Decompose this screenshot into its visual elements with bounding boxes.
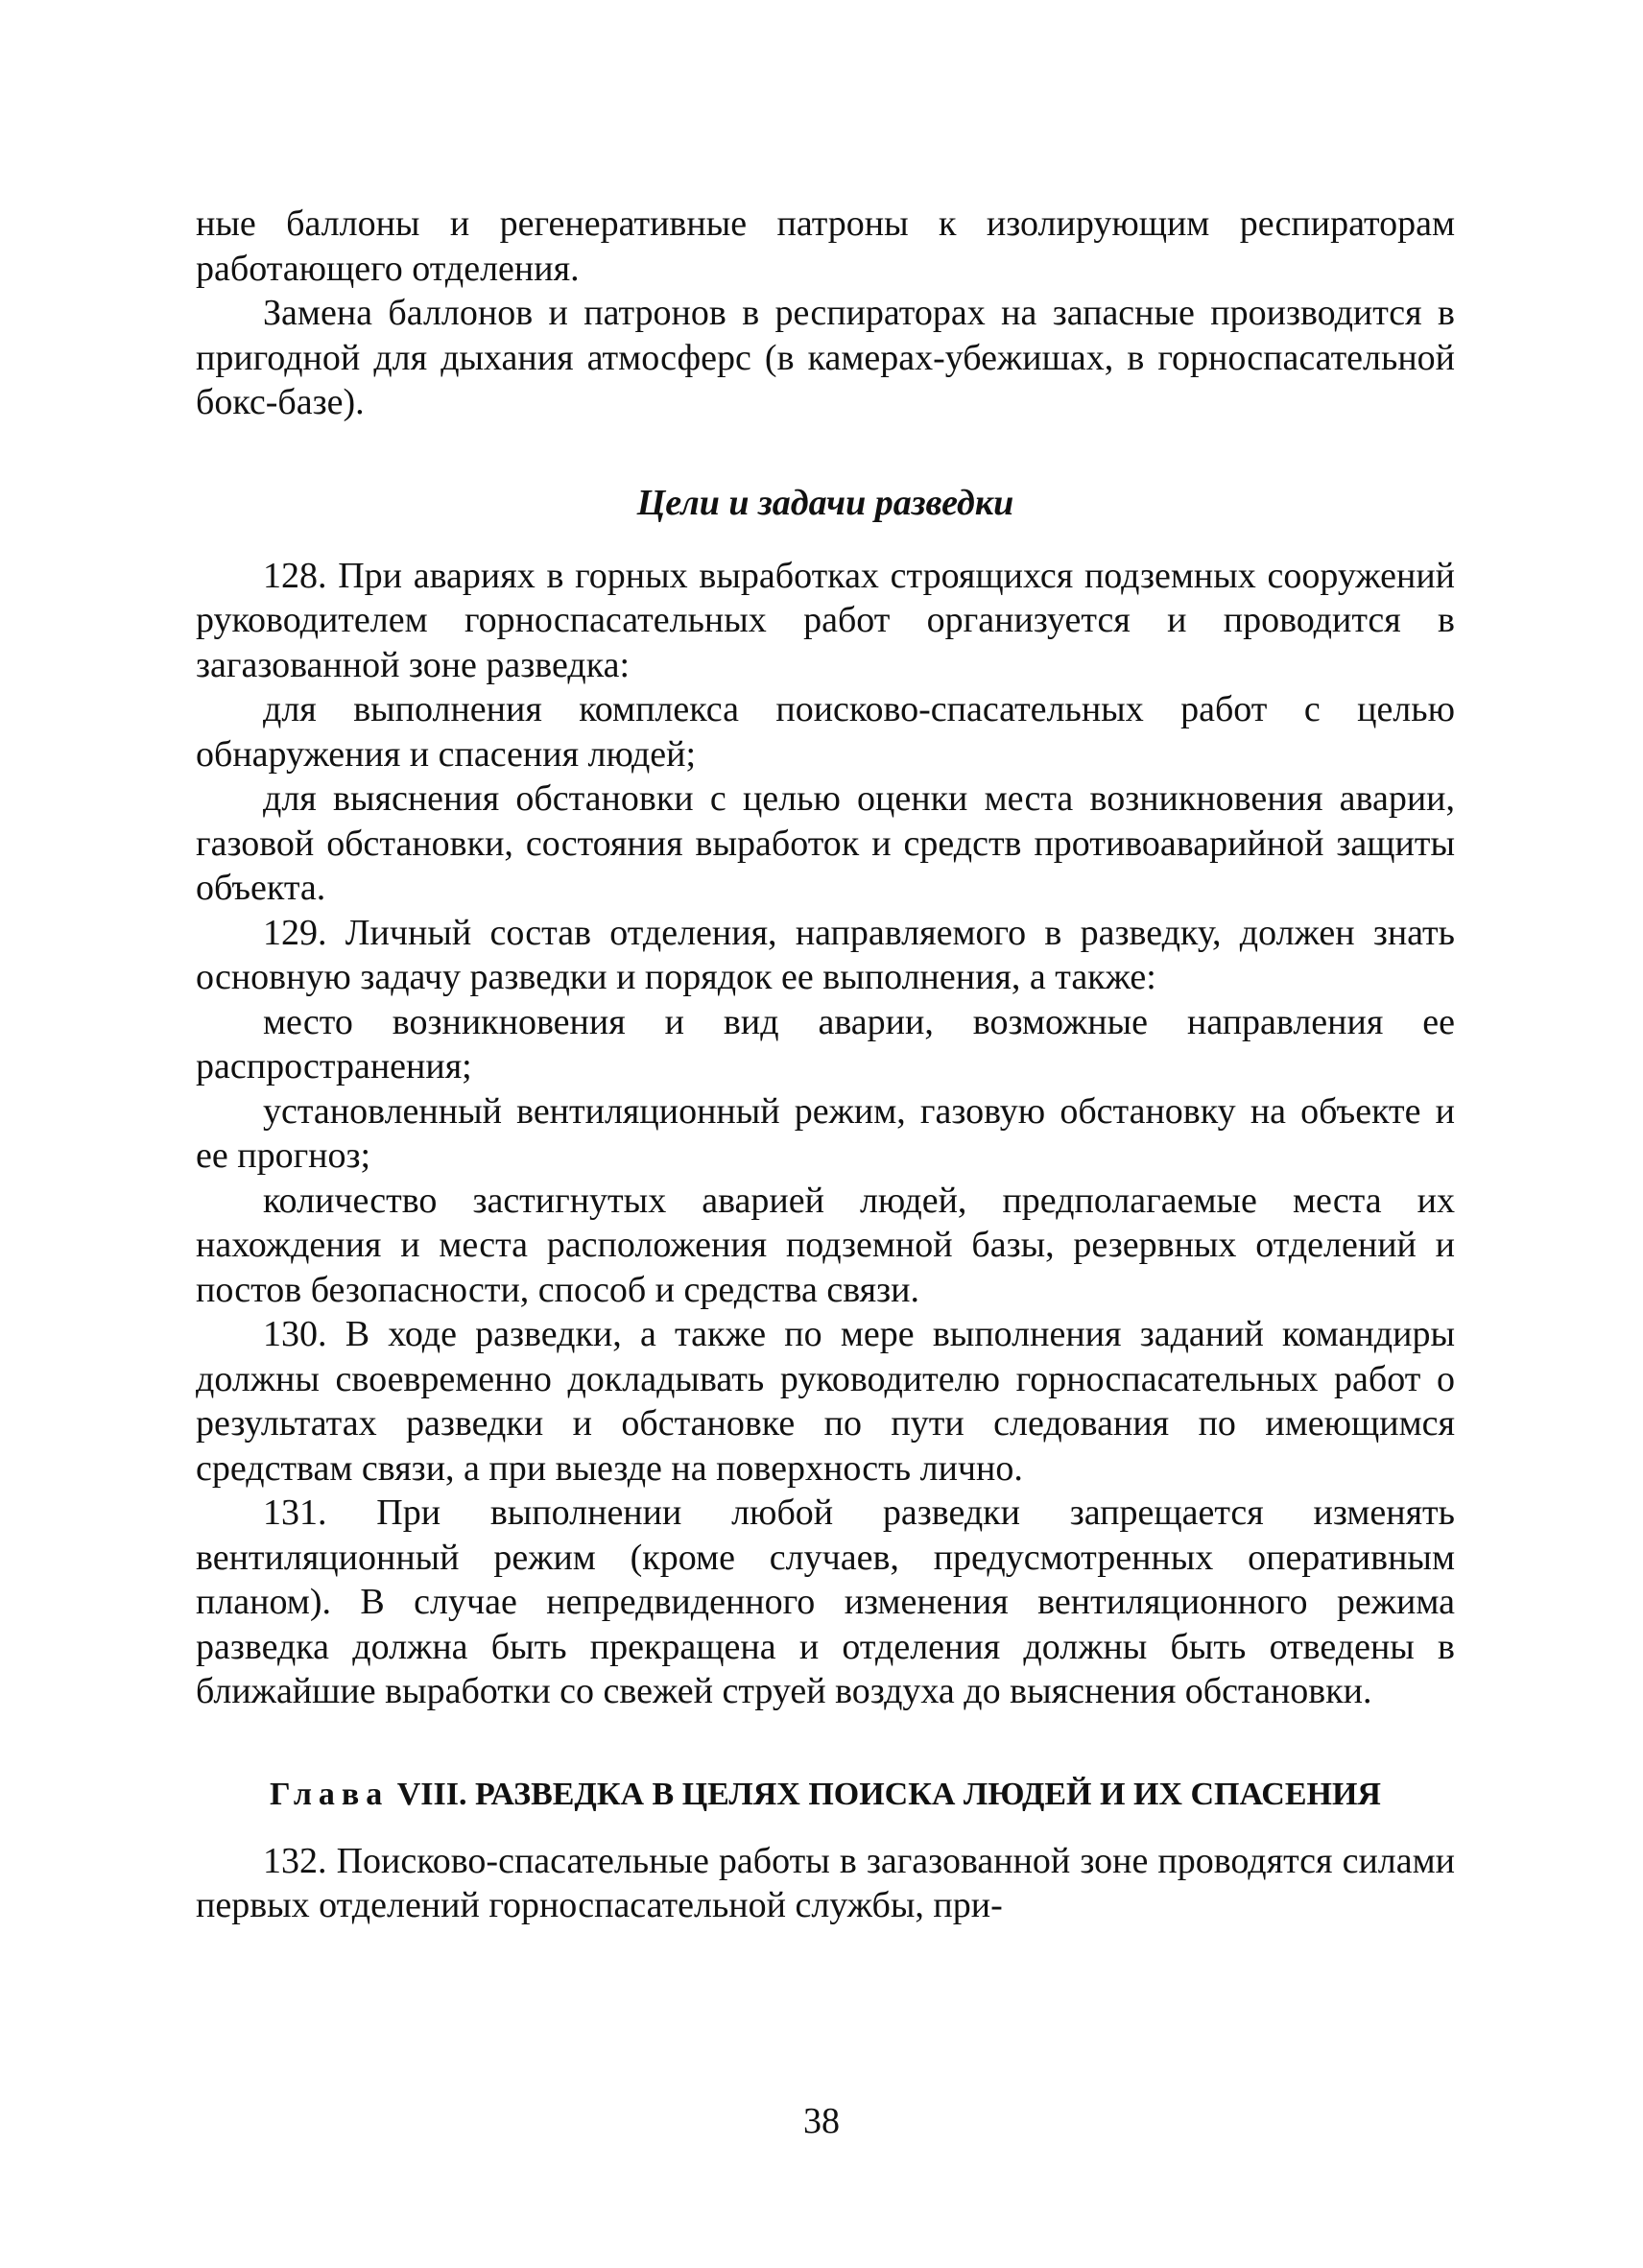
paragraph-128: 128. При авариях в горных выработках строящихся подземных сооружений руководителем горноспасательных работ организуется и проводится в загазованной зоне разведка: xyxy=(196,555,1455,685)
paragraph-129-item-1: место возникновения и вид аварии, возможные направления ее распространения; xyxy=(196,1001,1455,1086)
text-column xyxy=(196,202,1455,1928)
paragraph-replacement: Замена баллонов и патронов в респираторах на запасные производится в пригодной для дыхания атмосферс (в камерах-убежишах, в горноспасательной бокс-базе). xyxy=(196,293,1455,422)
paragraph-129-item-3: количество застигнутых аварией людей, предполагаемые места их нахождения и места расположения подземной базы, резервных отделений и постов безопасности, способ и средства связи. xyxy=(196,1180,1455,1310)
chapter-heading xyxy=(196,1774,1455,1816)
section-heading: Цели и задачи разведки xyxy=(636,482,1014,523)
paragraph-128-item-2: для выяснения обстановки с целью оценки места возникновения аварии, газовой обстановки, состояния выработок и средств противоаварийной защиты объекта. xyxy=(196,778,1455,908)
paragraph-132: 132. Поисково-спасательные работы в загазованной зоне проводятся силами первых отделений горноспасательной службы, при- xyxy=(196,1840,1455,1925)
page-number: 38 xyxy=(803,2101,840,2141)
chapter-title: VIII. РАЗВЕДКА В ЦЕЛЯХ ПОИСКА ЛЮДЕЙ И ИХ СПАСЕНИЯ xyxy=(396,1776,1381,1812)
paragraph-continuation: ные баллоны и регенеративные патроны к изолирующим респираторам работающего отделения. xyxy=(196,203,1455,289)
paragraph-131: 131. При выполнении любой разведки запрещается изменять вентиляционный режим (кроме случаев, предусмотренных оперативным планом). В случае непредвиденного изменения вентиляционного режима разведка должна быть прекращена и отделения должны быть отведены в ближайшие выработки со свежей струей воздуха до выяснения обстановки. xyxy=(196,1492,1455,1711)
paragraph-129-item-2: установленный вентиляционный режим, газовую обстановку на объекте и ее прогноз; xyxy=(196,1090,1455,1176)
paragraph-130: 130. В ходе разведки, а также по мере выполнения заданий командиры должны своевременно докладывать руководителю горноспасательных работ о результатах разведки и обстановке по пути следования по имеющимся средствам связи, а при выезде на поверхность лично. xyxy=(196,1314,1455,1489)
chapter-prefix: Глава xyxy=(270,1776,390,1812)
paragraph-129: 129. Личный состав отделения, направляемого в разведку, должен знать основную задачу разведки и порядок ее выполнения, а также: xyxy=(196,912,1455,997)
paragraph-128-item-1: для выполнения комплекса поисково-спасательных работ с целью обнаружения и спасения людей; xyxy=(196,689,1455,775)
